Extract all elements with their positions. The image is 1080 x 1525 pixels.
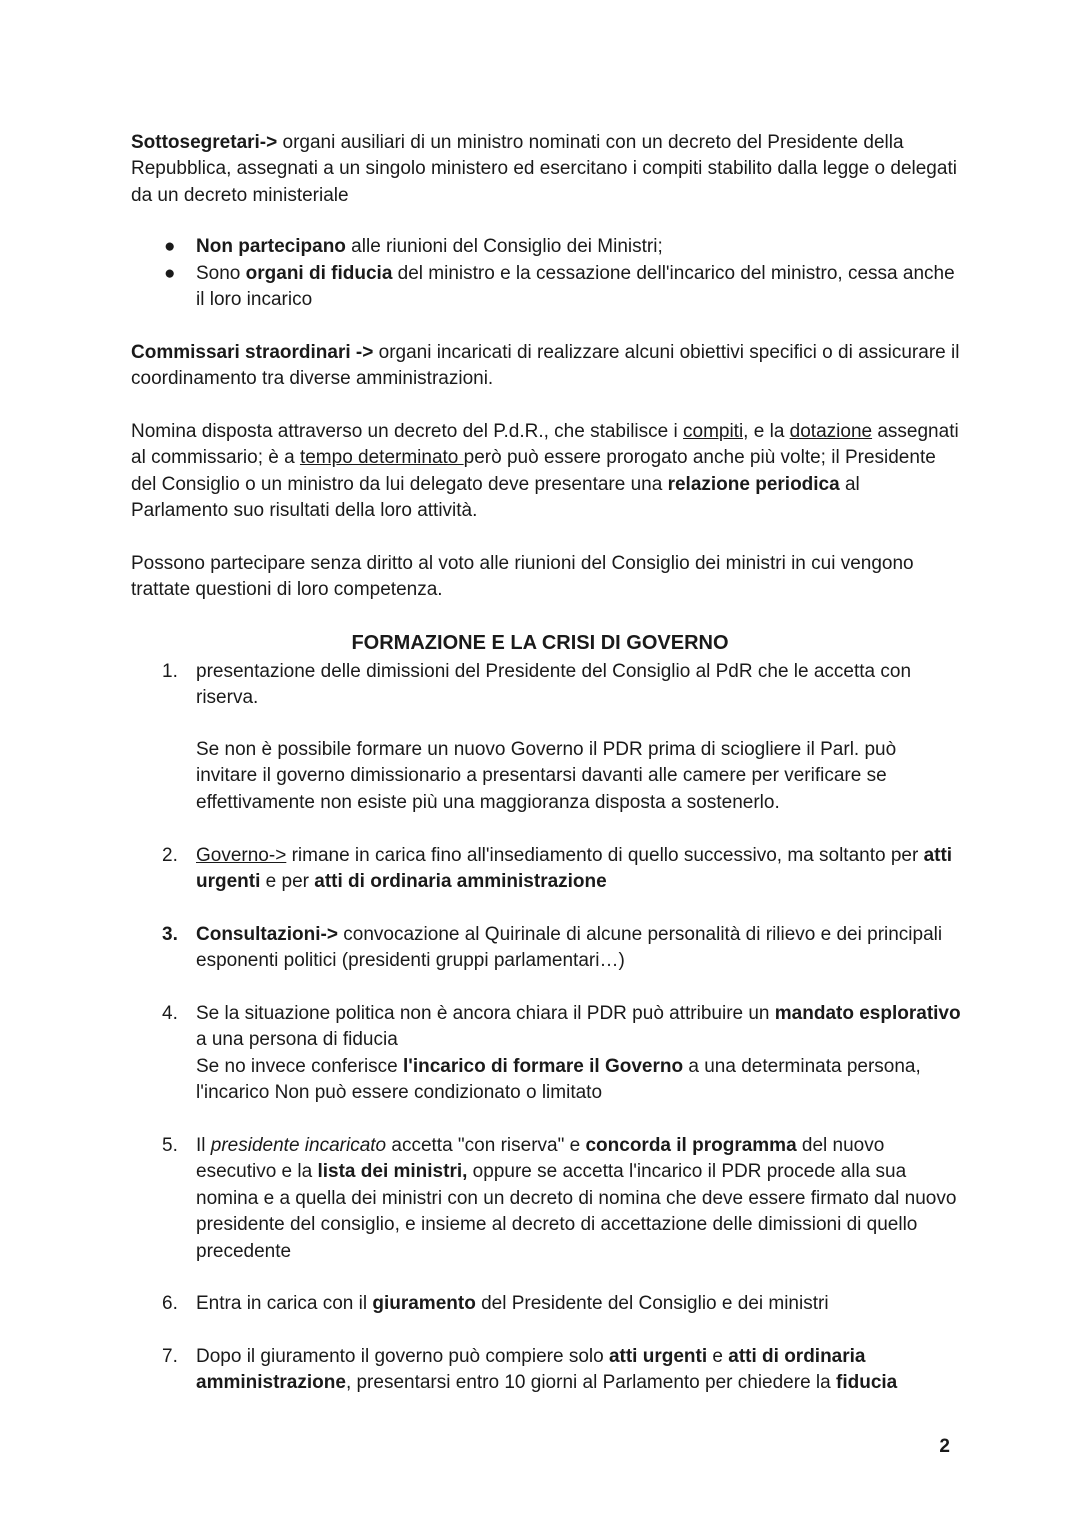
underlined-text: dotazione <box>789 421 873 442</box>
text: a una determinata persona, l'incarico Non può essere condizionato o limitato <box>196 1055 921 1104</box>
step-5 <box>196 1133 961 1265</box>
sottosegretari-paragraph <box>131 130 961 209</box>
step-6 <box>196 1291 961 1317</box>
underlined-text: compiti, <box>683 421 749 442</box>
step-7 <box>196 1344 961 1397</box>
text: del Presidente del Consiglio e dei ministri <box>475 1293 829 1314</box>
bullet-icon: ● <box>164 263 176 284</box>
list-number: 5. <box>162 1135 178 1156</box>
text: e per <box>260 871 315 893</box>
step-1-note: Se non è possibile formare un nuovo Governo il PDR prima di sciogliere il Parl. può invitare il governo dimissionario a presentarsi davanti alle camere per verificare se effettivamente non esiste più una maggioranza disposta a sostenerlo. <box>196 739 897 813</box>
step-2 <box>196 843 961 896</box>
bold-text: atti urgenti <box>196 845 953 893</box>
text: Entra in carica con il <box>196 1293 373 1314</box>
text: Se no invece conferisce <box>196 1055 404 1077</box>
bold-text: atti di ordinaria amministrazione <box>314 871 607 893</box>
bold-text: giuramento <box>372 1293 476 1314</box>
bullet-item <box>196 261 961 314</box>
list-number: 4. <box>162 1003 178 1024</box>
text: e la <box>748 421 790 442</box>
text: e <box>707 1346 729 1367</box>
text: però può essere prorogato anche più volte; il Presidente del Consiglio o un ministro da lui delegato deve presentare una <box>131 447 936 495</box>
text: accetta "con riserva" e <box>386 1135 586 1156</box>
term-commissari: Commissari straordinari -> <box>131 342 374 363</box>
text: del nuovo esecutivo e la <box>196 1135 885 1183</box>
italic-text: presidente incaricato <box>210 1135 387 1156</box>
bold-text: atti urgenti <box>608 1346 708 1367</box>
partecipano-paragraph: Possono partecipare senza diritto al voto alle riunioni del Consiglio dei ministri in cui vengono trattate questioni di loro competenza. <box>131 553 914 601</box>
step-3 <box>196 922 961 975</box>
text: oppure se accetta l'incarico il PDR procede alla sua nomina e a quella dei ministri con un decreto di nomina che deve essere firmato dal nuovo presidente del consiglio, e insieme al decreto di accettazione delle dimissioni di quello precedente <box>196 1161 957 1262</box>
text: Se la situazione politica non è ancora chiara il PDR può attribuire un <box>196 1003 775 1024</box>
bold-text: Non partecipano <box>196 236 346 257</box>
def-commissari: organi incaricati di realizzare alcuni obiettivi specifici o di assicurare il coordinamento tra diverse amministrazioni. <box>131 342 960 390</box>
text: Il <box>196 1135 211 1156</box>
text: a una persona di fiducia <box>196 1029 398 1051</box>
list-number: 1. <box>162 661 178 682</box>
commissari-paragraph <box>131 340 961 393</box>
bullet-item <box>196 234 961 260</box>
text: Nomina disposta attraverso un decreto del P.d.R., che stabilisce i <box>131 421 683 442</box>
text: assegnati al commissario; è a <box>131 421 959 469</box>
page-number: 2 <box>939 1436 950 1457</box>
bold-text: Consultazioni-> <box>196 924 338 945</box>
text: , presentarsi entro 10 giorni al Parlamento per chiedere la <box>345 1372 836 1394</box>
bold-text: relazione periodica <box>667 473 840 495</box>
text: Dopo il giuramento il governo può compiere solo <box>196 1346 609 1367</box>
text: Sono <box>196 263 246 284</box>
bold-text: atti di ordinaria amministrazione <box>196 1346 866 1394</box>
bold-text: mandato esplorativo <box>774 1003 961 1024</box>
underlined-text: Governo-> <box>196 845 287 866</box>
text: rimane in carica fino all'insediamento di quello successivo, ma soltanto per <box>286 845 924 866</box>
bold-text: lista dei ministri, <box>317 1161 468 1183</box>
term-sottosegretari: Sottosegretari-> <box>131 132 278 153</box>
underlined-text: tempo determinato <box>299 447 464 469</box>
nomina-paragraph <box>131 419 961 525</box>
def-sottosegretari: organi ausiliari di un ministro nominati con un decreto del Presidente della Repubblica, assegnati a un singolo ministero ed esercitano i compiti stabilito dalla legge o delegati da un decreto ministeriale <box>131 132 957 206</box>
text: convocazione al Quirinale di alcune personalità di rilievo e dei principali esponenti politici (presidenti gruppi parlamentari…) <box>196 924 943 972</box>
section-heading: FORMAZIONE E LA CRISI DI GOVERNO <box>351 632 729 654</box>
text: al Parlamento suo risultati della loro attività. <box>131 473 860 522</box>
step-4 <box>196 1001 961 1107</box>
bold-text: organi di fiducia <box>245 263 393 284</box>
list-number: 7. <box>162 1346 178 1367</box>
list-number: 3. <box>162 924 178 945</box>
bold-text: l'incarico di formare il Governo <box>403 1055 684 1077</box>
list-number: 2. <box>162 845 178 866</box>
list-number: 6. <box>162 1293 178 1314</box>
step-1: presentazione delle dimissioni del Presidente del Consiglio al PdR che le accetta con riserva. <box>196 661 912 709</box>
bold-text: fiducia <box>836 1372 898 1394</box>
bold-text: concorda il programma <box>585 1135 797 1156</box>
bullet-icon: ● <box>164 236 176 257</box>
text: del ministro e la cessazione dell'incarico del ministro, cessa anche il loro incarico <box>196 263 955 311</box>
text: alle riunioni del Consiglio dei Ministri; <box>345 236 663 257</box>
